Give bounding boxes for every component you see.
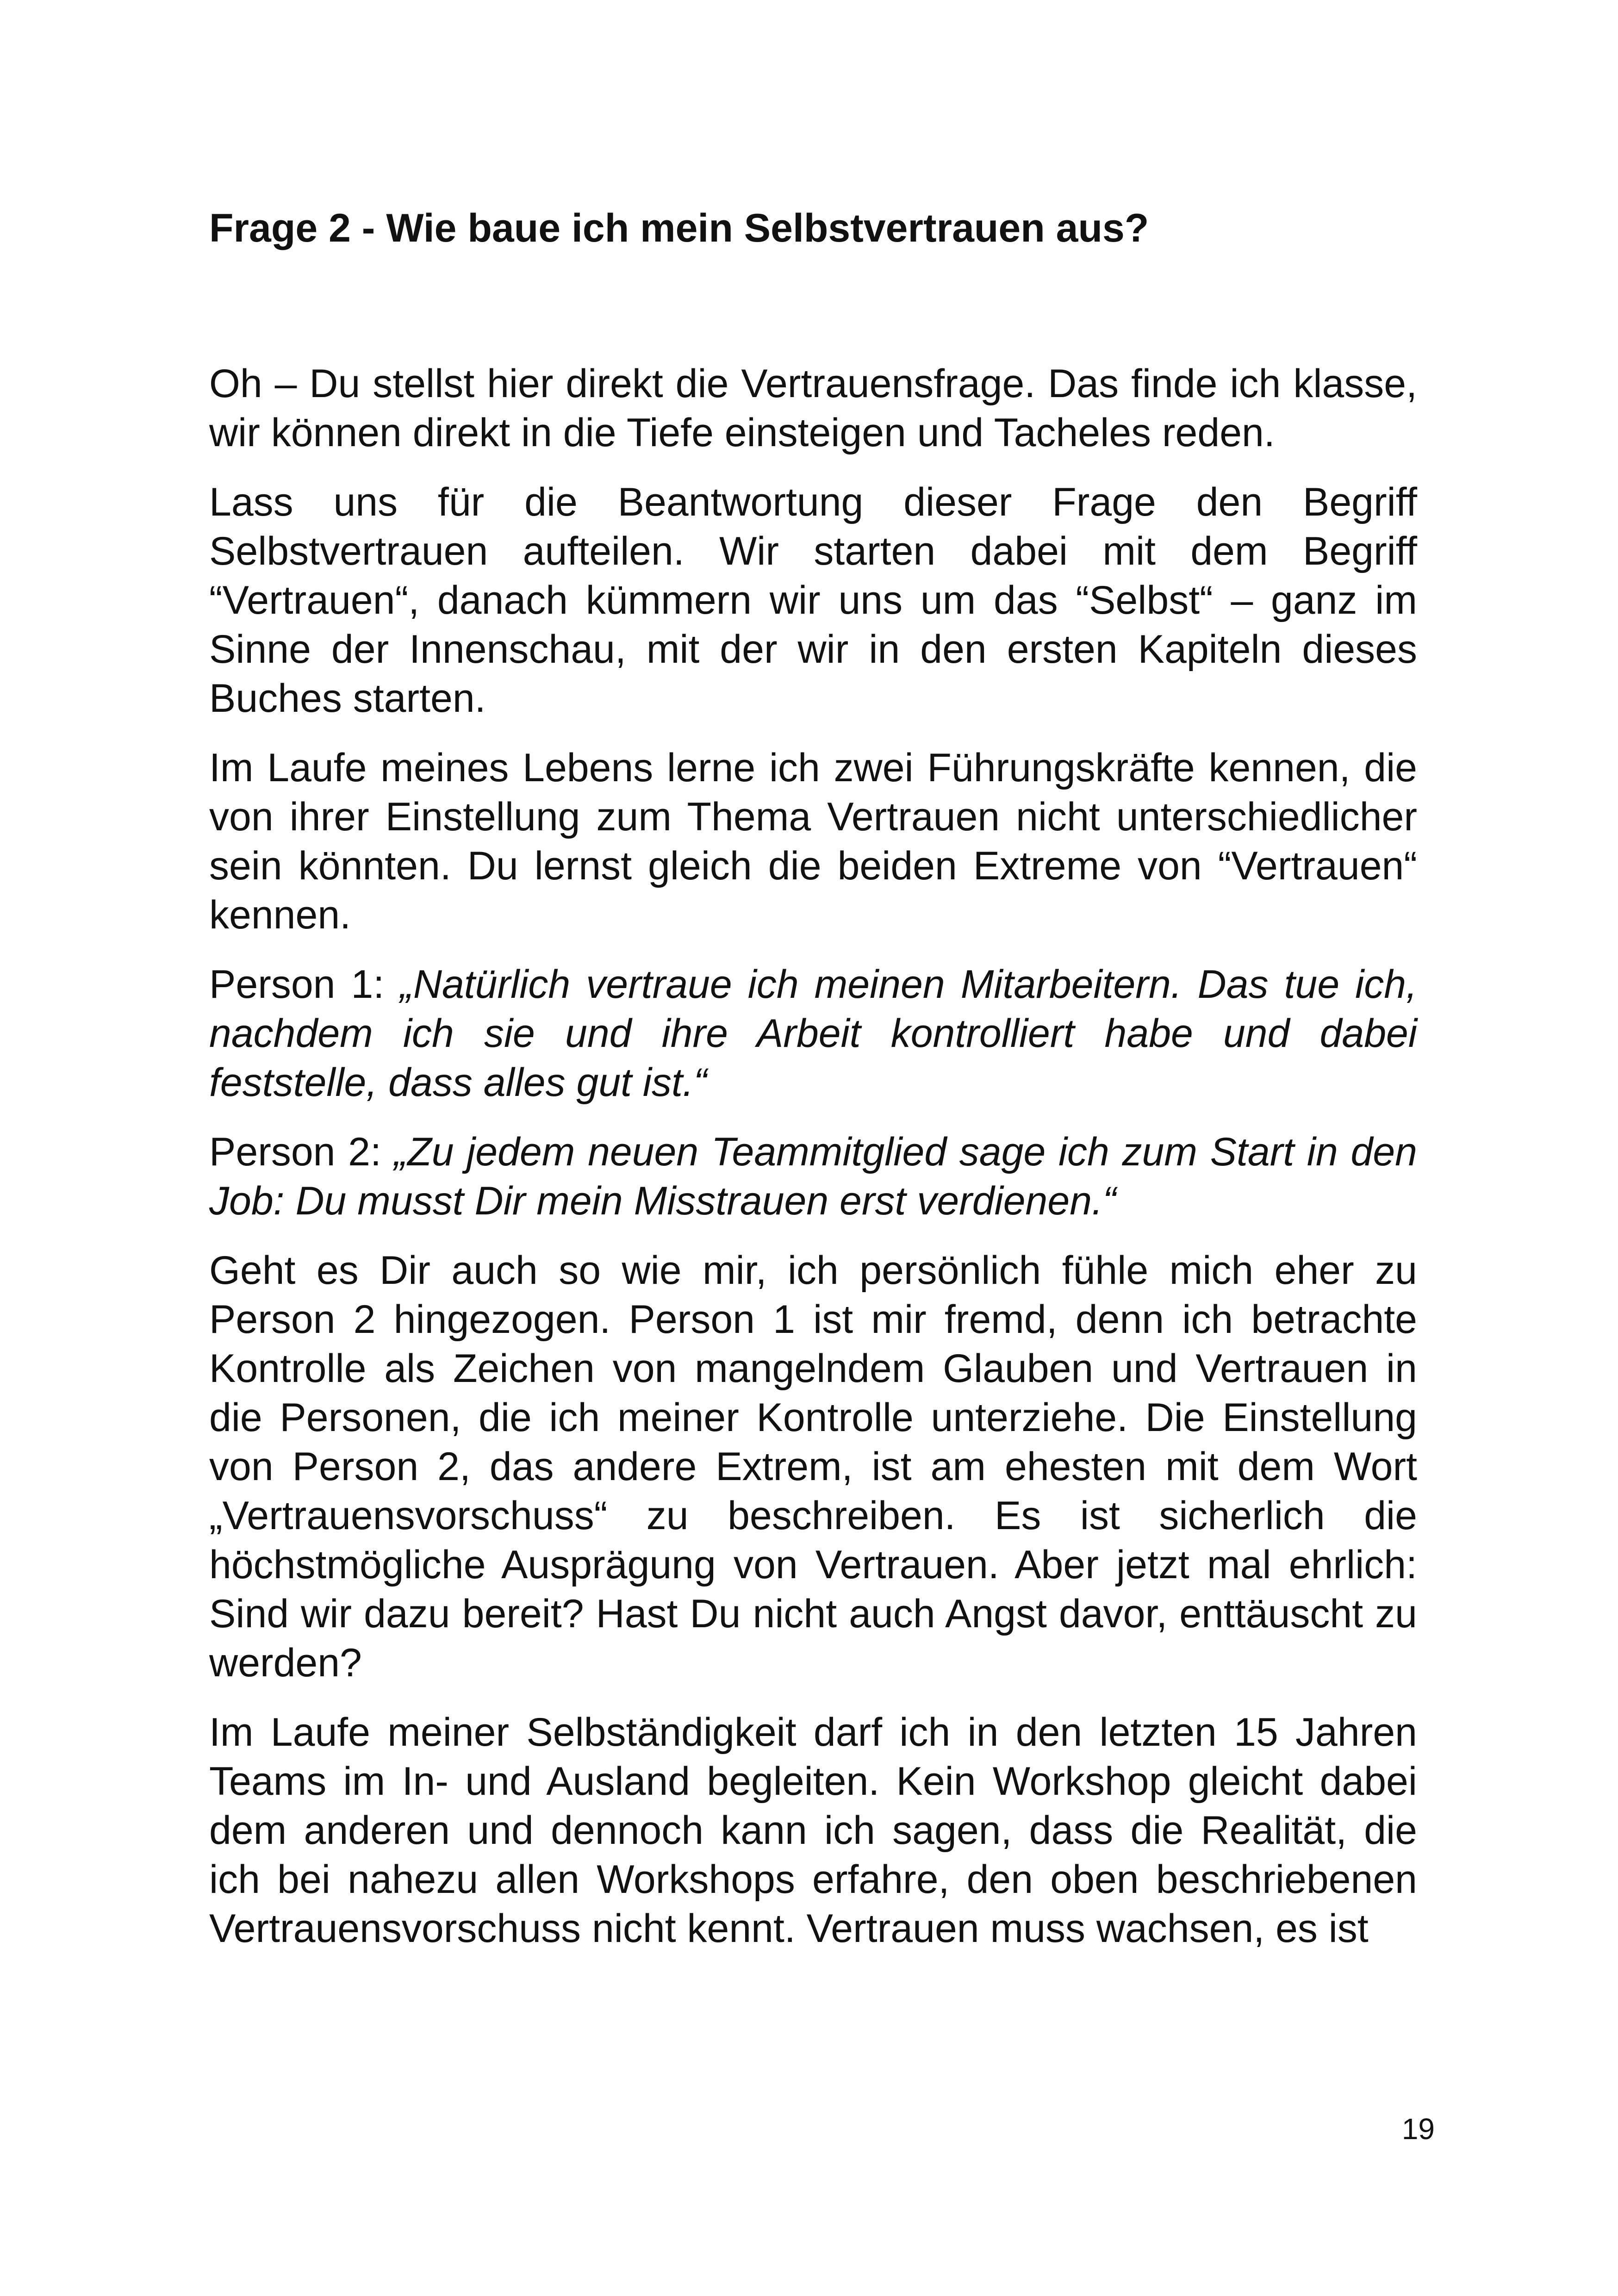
quote-text-person-1: „Natürlich vertraue ich meinen Mitarbeitern. Das tue ich, nachdem ich sie und ihre Arbeit kontrolliert habe und dabei feststelle, dass alles gut ist.“ (209, 962, 1418, 1105)
quote-text-person-2: „Zu jedem neuen Teammitglied sage ich zum Start in den Job: Du musst Dir mein Misstrauen erst verdienen.“ (209, 1130, 1418, 1223)
section-heading: Frage 2 - Wie baue ich mein Selbstvertrauen aus? (209, 206, 1149, 250)
page-content (209, 204, 1417, 1973)
paragraph-4: Geht es Dir auch so wie mir, ich persönlich fühle mich eher zu Person 2 hingezogen. Person 1 ist mir fremd, denn ich betrachte Kontrolle als Zeichen von mangelndem Glauben und Vertrauen in die Personen, die ich meiner Kontrolle unterziehe. Die Einstellung von Person 2, das andere Extrem, ist am ehesten mit dem Wort „Vertrauensvorschuss“ zu beschreiben. Es ist sicherlich die höchstmögliche Ausprägung von Vertrauen. Aber jetzt mal ehrlich: Sind wir dazu bereit? Hast Du nicht auch Angst davor, enttäuscht zu werden? (209, 1248, 1417, 1685)
paragraph-2: Lass uns für die Beantwortung dieser Frage den Begriff Selbstvertrauen aufteilen. Wir starten dabei mit dem Begriff “Vertrauen“, danach kümmern wir uns um das “Selbst“ – ganz im Sinne der Innenschau, mit der wir in den ersten Kapiteln dieses Buches starten. (209, 480, 1417, 721)
quote-lead-person-2: Person 2: (209, 1130, 394, 1174)
paragraph-5: Im Laufe meiner Selbständigkeit darf ich in den letzten 15 Jahren Teams im In- und Ausland begleiten. Kein Workshop gleicht dabei dem anderen und dennoch kann ich sagen, dass die Realität, die ich bei nahezu allen Workshops erfahre, den oben beschriebenen Vertrauensvorschuss nicht kennt. Vertrauen muss wachsen, es ist (209, 1710, 1417, 1951)
page-number: 19 (1401, 2112, 1435, 2146)
quote-person-2 (209, 1127, 1417, 1226)
paragraph-1: Oh – Du stellst hier direkt die Vertrauensfrage. Das finde ich klasse, wir können direkt in die Tiefe einsteigen und Tacheles reden. (209, 361, 1417, 455)
quote-person-1 (209, 960, 1417, 1107)
paragraph-3: Im Laufe meines Lebens lerne ich zwei Führungskräfte kennen, die von ihrer Einstellung zum Thema Vertrauen nicht unterschiedlicher sein könnten. Du lernst gleich die beiden Extreme von “Vertrauen“ kennen. (209, 746, 1417, 937)
quote-lead-person-1: Person 1: (209, 962, 400, 1007)
